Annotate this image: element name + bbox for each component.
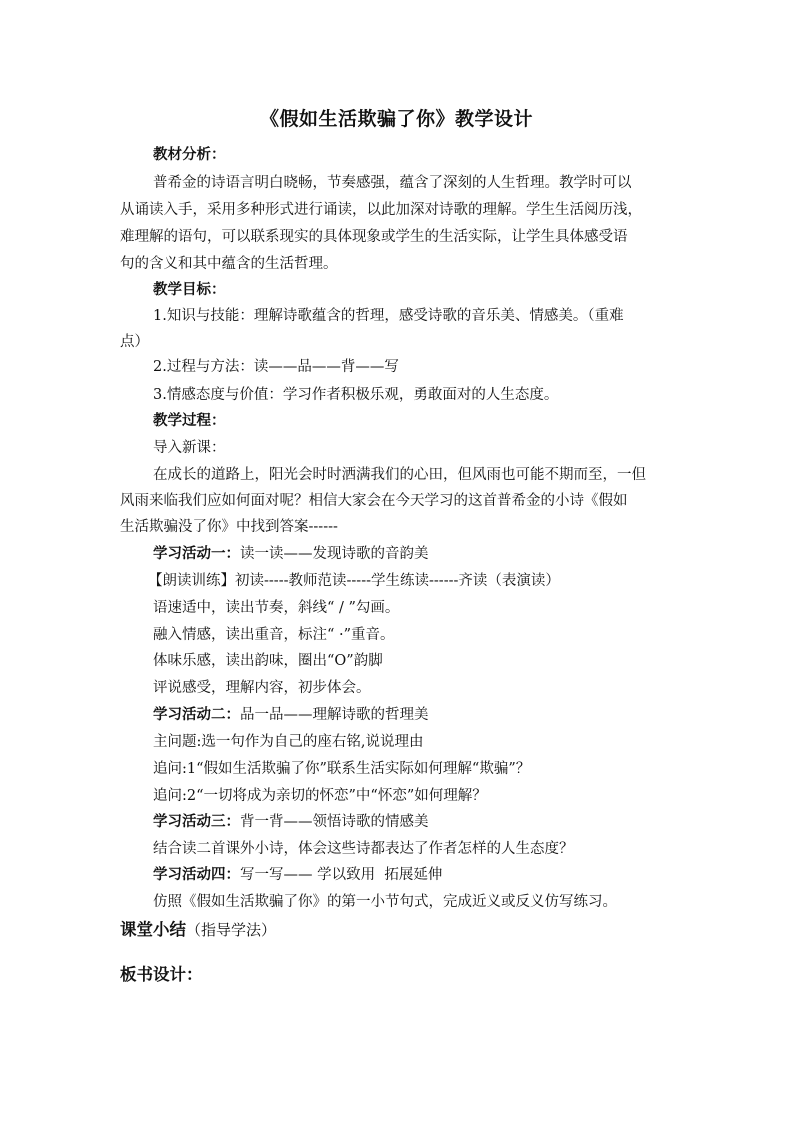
activity-1-text: 读一读——发现诗歌的音韵美 (240, 546, 429, 562)
activity-3-heading: 学习活动三： (153, 813, 240, 830)
intro-line: 生活欺骗没了你》中找到答案------ (120, 519, 338, 535)
goal-item: 1.知识与技能：理解诗歌蕴含的哲理，感受诗歌的音乐美、情感美。（重难 (153, 308, 624, 324)
reading-training: 【朗读训练】初读-----教师范读-----学生练读------齐读（表演读） (148, 573, 560, 589)
activity-1-heading: 学习活动一： (153, 545, 240, 562)
process-heading: 教学过程： (153, 412, 226, 429)
activity-4-line: 仿照《假如生活欺骗了你》的第一小节句式，完成近义或反义仿写练习。 (153, 894, 617, 910)
activity-3 (153, 813, 429, 831)
activity-4-heading: 学习活动四： (153, 866, 240, 883)
reading-tip: 融入情感，读出重音，标注“ ·”重音。 (153, 627, 395, 643)
analysis-line: 句的含义和其中蕴含的生活哲理。 (120, 256, 338, 272)
intro-line: 在成长的道路上，阳光会时时洒满我们的心田，但风雨也可能不期而至，一但 (153, 467, 646, 483)
reading-tip: 体味乐感，读出韵味，圈出“O”韵脚 (153, 653, 383, 669)
activity-2-heading: 学习活动二： (153, 706, 240, 723)
summary-note: （指导学法） (186, 921, 277, 939)
activity-2-line: 追问:2“一切将成为亲切的怀恋”中“怀恋”如何理解？ (153, 788, 487, 804)
activity-2-text: 品一品——理解诗歌的哲理美 (240, 707, 429, 723)
activity-1 (153, 545, 429, 563)
reading-tip: 评说感受，理解内容，初步体会。 (153, 680, 371, 696)
analysis-line: 普希金的诗语言明白晓畅，节奏感强，蕴含了深刻的人生哲理。教学时可以 (153, 175, 632, 191)
goal-item: 3.情感态度与价值：学习作者积极乐观，勇敢面对的人生态度。 (153, 387, 559, 403)
analysis-line: 从诵读入手，采用多种形式进行诵读，以此加深对诗歌的理解。学生生活阅历浅， (120, 202, 642, 218)
summary (120, 921, 276, 940)
summary-heading: 课堂小结 (120, 920, 186, 939)
activity-3-line: 结合读二首课外小诗，体会这些诗都表达了作者怎样的人生态度？ (153, 841, 574, 857)
board-heading: 板书设计： (120, 965, 203, 984)
intro-line: 风雨来临我们应如何面对呢？相信大家会在今天学习的这首普希金的小诗《假如 (120, 493, 628, 509)
activity-2-line: 主问题:选一句作为自己的座右铭,说说理由 (153, 734, 424, 750)
reading-tip: 语速适中，读出节奏，斜线“ / ”勾画。 (153, 600, 400, 616)
goals-heading: 教学目标： (153, 281, 226, 298)
intro-label: 导入新课： (153, 440, 226, 456)
goal-item-continued: 点） (120, 334, 149, 350)
document-title: 《假如生活欺骗了你》教学设计 (259, 108, 533, 130)
activity-4-text: 写一写—— 学以致用 拓展延伸 (240, 867, 443, 883)
activity-2 (153, 706, 429, 724)
activity-3-text: 背一背——领悟诗歌的情感美 (240, 814, 429, 830)
activity-4 (153, 866, 442, 884)
analysis-heading: 教材分析： (153, 146, 226, 163)
activity-2-line: 追问:1“假如生活欺骗了你”联系生活实际如何理解“欺骗”？ (153, 761, 531, 777)
goal-item: 2.过程与方法：读——品——背——写 (153, 359, 399, 375)
analysis-line: 难理解的语句，可以联系现实的具体现象或学生的生活实际，让学生具体感受语 (120, 229, 628, 245)
